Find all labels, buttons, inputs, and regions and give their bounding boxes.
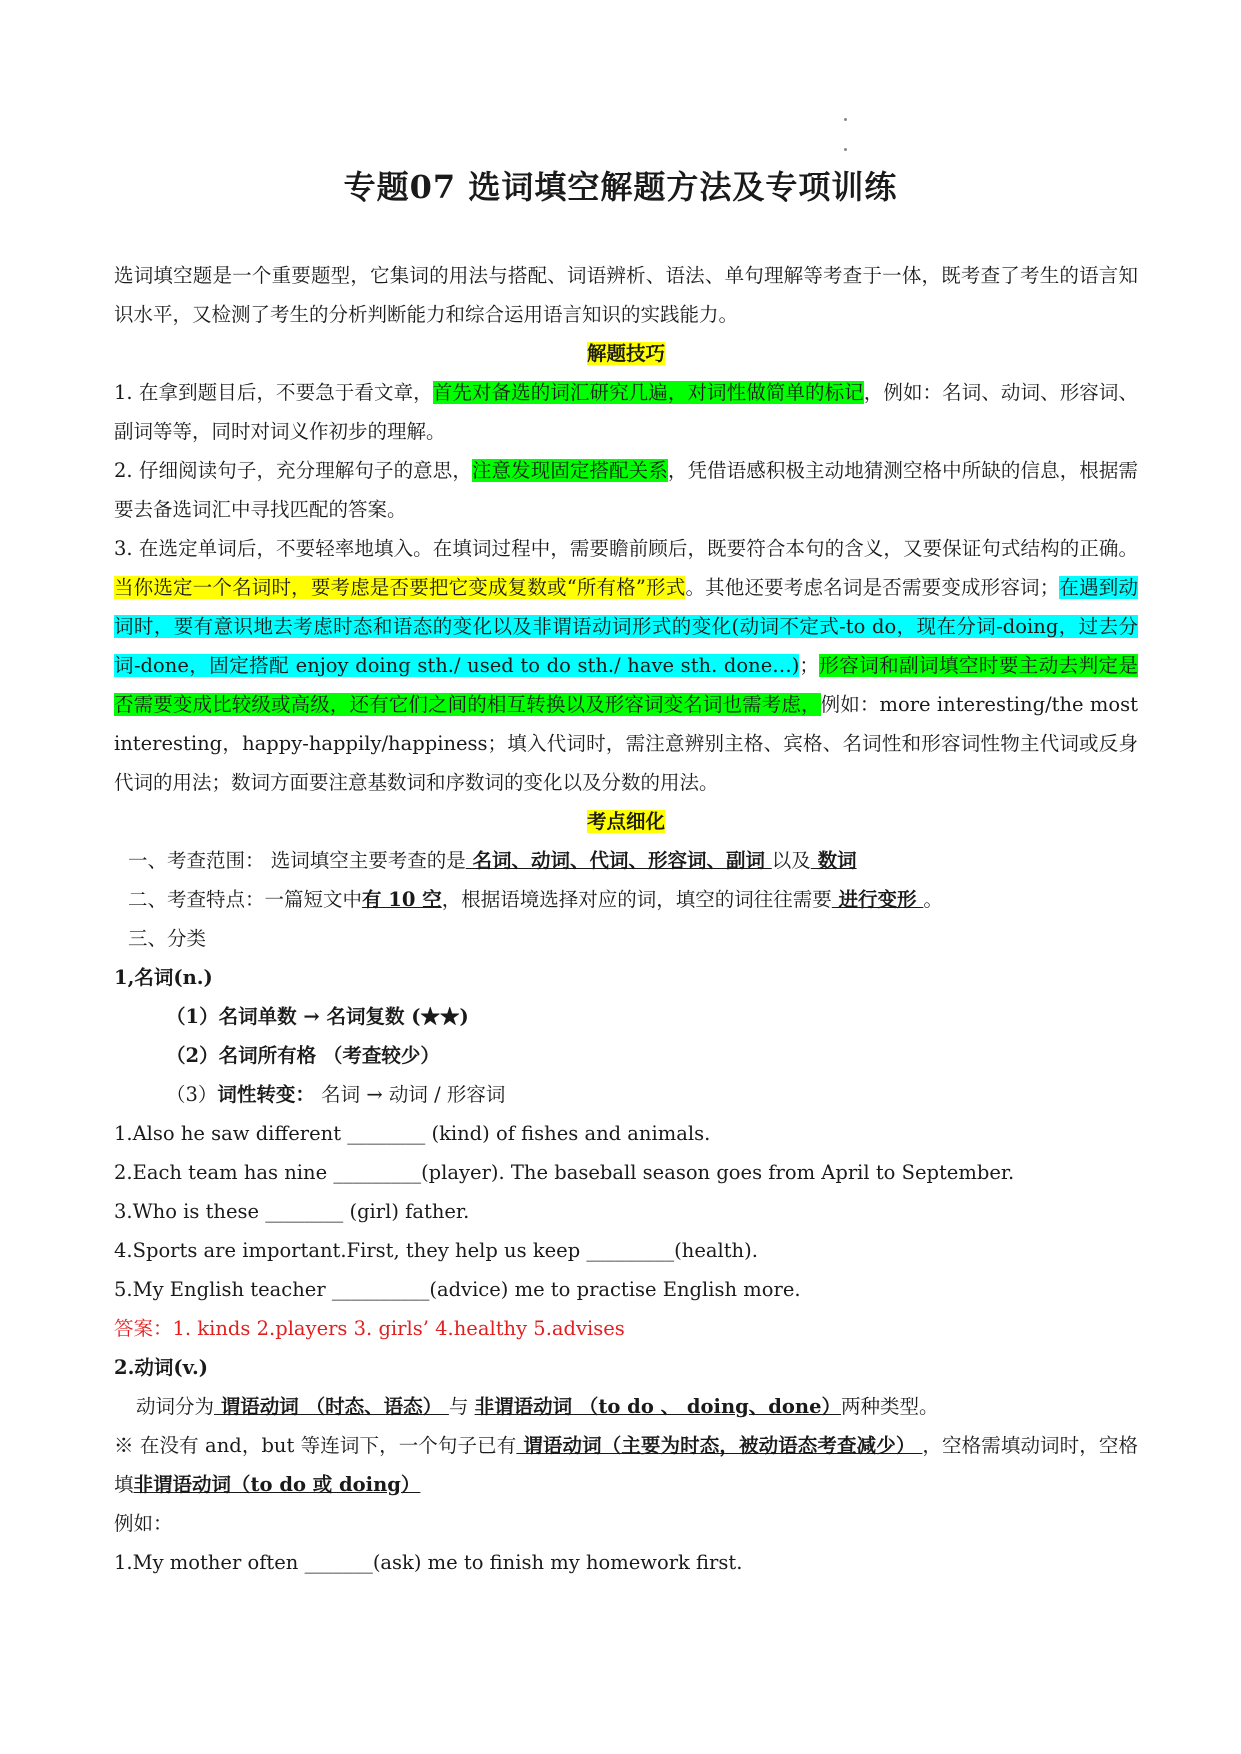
page-title: 专题07 选词填空解题方法及专项训练 [343, 168, 898, 206]
exam-scope: 一、考查范围： 选词填空主要考查的是 名词、动词、代词、形容词、副词 以及 数词 [128, 849, 857, 872]
noun-question-5: 5.My English teacher __________(advice) me to practise English more. [114, 1278, 801, 1301]
verb-heading: 2.动词(v.) [114, 1356, 208, 1379]
noun-answers: 答案：1. kinds 2.players 3. girls’ 4.healthy 5.advises [114, 1317, 625, 1340]
verb-note: ※ 在没有 and，but 等连词下，一个句子已有 谓语动词（主要为时态，被动语态考查减少） ，空格需填动词时，空格填非谓语动词（to do 或 doing） [114, 1434, 1138, 1496]
body-text [114, 256, 1138, 1582]
tips-heading: 解题技巧 [586, 342, 665, 365]
verb-example-label: 例如： [114, 1512, 173, 1535]
scan-mark [844, 118, 847, 121]
intro-paragraph: 选词填空题是一个重要题型，它集词的用法与搭配、词语辨析、语法、单句理解等考查于一体，既考查了考生的语言知识水平，又检测了考生的分析判断能力和综合运用语言知识的实践能力。 [114, 264, 1138, 326]
noun-question-1: 1.Also he saw different ________ (kind) of fishes and animals. [114, 1122, 711, 1145]
noun-question-2: 2.Each team has nine _________(player). The baseball season goes from April to September. [114, 1161, 1015, 1184]
noun-point-2: （2）名词所有格 （考查较少） [166, 1044, 440, 1067]
points-heading: 考点细化 [586, 810, 665, 833]
noun-point-3: （3）词性转变： 名词 → 动词 / 形容词 [166, 1083, 506, 1106]
category-heading: 三、分类 [128, 927, 207, 950]
noun-question-4: 4.Sports are important.First, they help us keep _________(health). [114, 1239, 758, 1262]
exam-features: 二、考查特点：一篇短文中有 10 空，根据语境选择对应的词，填空的词往往需要 进行变形 。 [128, 888, 943, 911]
noun-heading: 1,名词(n.) [114, 966, 213, 989]
noun-point-1: （1）名词单数 → 名词复数 (★★) [166, 1005, 469, 1028]
verb-types: 动词分为 谓语动词 （时态、语态） 与 非谓语动词 （to do 、 doing、done）两种类型。 [136, 1395, 939, 1418]
tip-2: 2. 仔细阅读句子，充分理解句子的意思，注意发现固定搭配关系，凭借语感积极主动地猜测空格中所缺的信息，根据需要去备选词汇中寻找匹配的答案。 [114, 459, 1138, 521]
tip-3: 3. 在选定单词后，不要轻率地填入。在填词过程中，需要瞻前顾后，既要符合本句的含义，又要保证句式结构的正确。当你选定一个名词时，要考虑是否要把它变成复数或“所有格”形式。其他还要考虑名词是否需要变成形容词；在遇到动词时，要有意识地去考虑时态和语态的变化以及非谓语动词形式的变化(动词不定式-to do，现在分词-doing，过去分词-done，固定搭配 enjoy doing sth./ used to do sth./ have sth. done…)；形容词和副词填空时要主动去判定是否需要变成比较级或高级，还有它们之间的相互转换以及形容词变名词也需考虑，例如：more interesting/the most interesting，happy-happily/happiness；填入代词时，需注意辨别主格、宾格、名词性和形容词性物主代词或反身代词的用法；数词方面要注意基数词和序数词的变化以及分数的用法。 [114, 537, 1138, 794]
verb-question-1: 1.My mother often _______(ask) me to finish my homework first. [114, 1551, 743, 1574]
scan-mark [844, 148, 847, 151]
noun-question-3: 3.Who is these ________ (girl) father. [114, 1200, 470, 1223]
tip-1: 1. 在拿到题目后，不要急于看文章，首先对备选的词汇研究几遍，对词性做简单的标记，例如：名词、动词、形容词、副词等等，同时对词义作初步的理解。 [114, 381, 1138, 443]
